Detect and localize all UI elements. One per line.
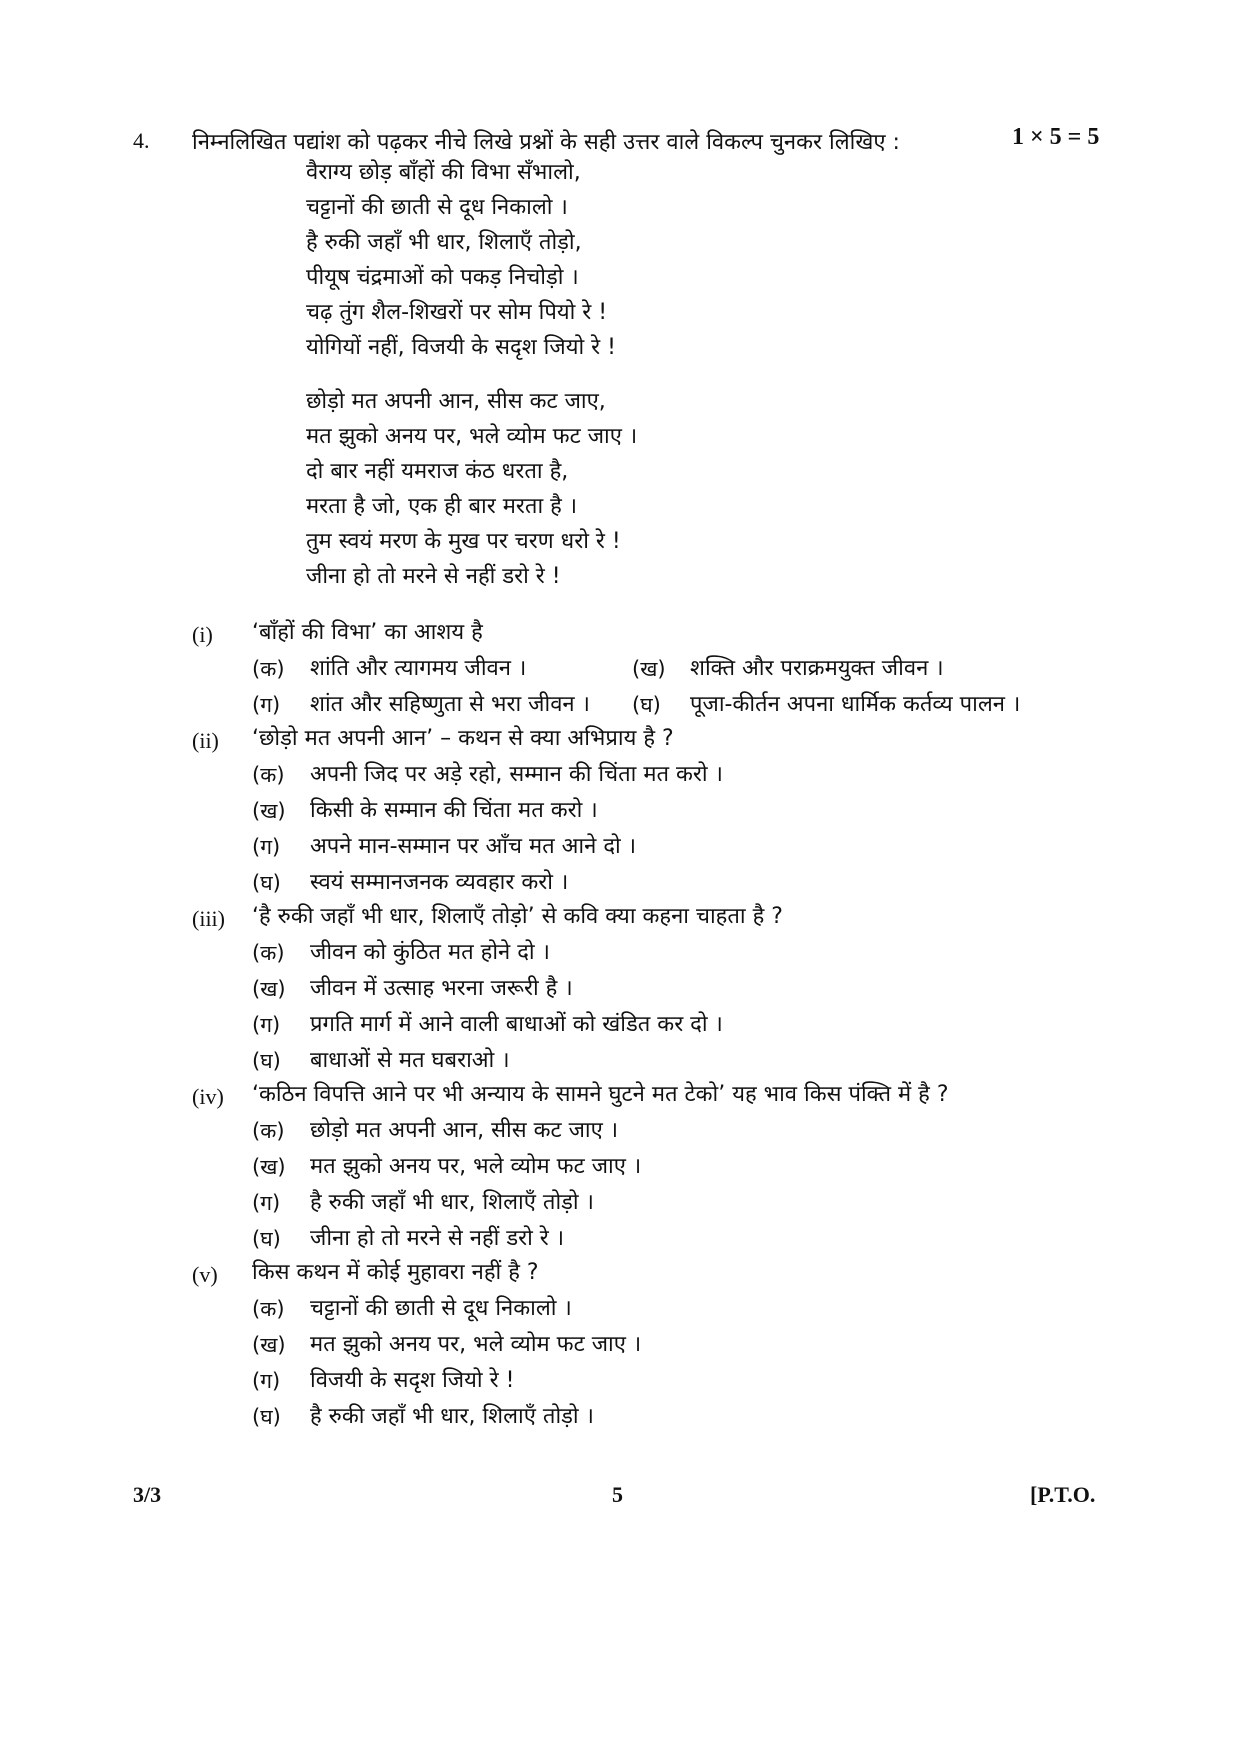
option-label: (ग) [252,1013,281,1037]
option-text: जीवन में उत्साह भरना जरूरी है । [310,976,573,1001]
poem-line: छोड़ो मत अपनी आन, सीस कट जाए, [306,389,606,414]
poem-line: तुम स्वयं मरण के मुख पर चरण धरो रे ! [306,529,621,554]
poem-line: मरता है जो, एक ही बार मरता है । [306,494,578,519]
subquestion-number: (iv) [192,1084,224,1109]
poem-line: योगियों नहीं, विजयी के सदृश जियो रे ! [306,335,616,360]
option-label: (ख) [252,1333,286,1357]
option-label: (ग) [252,693,281,717]
option-text: मत झुको अनय पर, भले व्योम फट जाए । [310,1154,642,1179]
footer-pto: [P.T.O. [1030,1482,1096,1507]
option-label: (ख) [252,799,286,823]
poem-line: दो बार नहीं यमराज कंठ धरता है, [306,459,569,484]
option-text: स्वयं सम्मानजनक व्यवहार करो । [310,870,569,895]
option-text: अपने मान-सम्मान पर आँच मत आने दो । [310,834,637,859]
option-label: (क) [252,1119,285,1143]
subquestion-number: (i) [192,622,213,647]
question-instruction: निम्नलिखित पद्यांश को पढ़कर नीचे लिखे प्रश्नों के सही उत्तर वाले विकल्प चुनकर लिखिए : [192,130,900,155]
poem-line: है रुकी जहाँ भी धार, शिलाएँ तोड़ो, [306,230,582,255]
poem-line: चट्टानों की छाती से दूध निकालो । [306,195,568,220]
option-text: मत झुको अनय पर, भले व्योम फट जाए । [310,1332,642,1357]
option-text: जीवन को कुंठित मत होने दो । [310,940,550,965]
option-text: विजयी के सदृश जियो रे ! [310,1368,515,1393]
option-text: शांति और त्यागमय जीवन । [310,656,527,681]
poem-line: चढ़ तुंग शैल-शिखरों पर सोम पियो रे ! [306,300,608,325]
poem-line: मत झुको अनय पर, भले व्योम फट जाए । [306,424,638,449]
option-text: छोड़ो मत अपनी आन, सीस कट जाए । [310,1118,619,1143]
option-label: (घ) [632,693,661,717]
option-label: (ग) [252,1191,281,1215]
subquestion-number: (v) [192,1262,218,1287]
option-text: है रुकी जहाँ भी धार, शिलाएँ तोड़ो । [310,1190,594,1215]
option-label: (ख) [252,1155,286,1179]
footer-page-number: 5 [612,1482,623,1507]
option-label: (ख) [632,657,666,681]
option-label: (ग) [252,835,281,859]
option-text: प्रगति मार्ग में आने वाली बाधाओं को खंडित कर दो । [310,1012,723,1037]
subquestion-text: ‘कठिन विपत्ति आने पर भी अन्याय के सामने घुटने मत टेको’ यह भाव किस पंक्ति में है ? [252,1082,949,1107]
option-label: (ख) [252,977,286,1001]
subquestion-number: (iii) [192,906,225,931]
option-text: शक्ति और पराक्रमयुक्त जीवन । [690,656,944,681]
poem-line: पीयूष चंद्रमाओं को पकड़ निचोड़ो । [306,265,579,290]
subquestion-text: ‘छोड़ो मत अपनी आन’ – कथन से क्या अभिप्राय है ? [252,726,674,751]
option-label: (घ) [252,1227,281,1251]
option-label: (क) [252,657,285,681]
question-number: 4. [133,128,150,153]
option-label: (घ) [252,1405,281,1429]
option-label: (ग) [252,1369,281,1393]
subquestion-text: किस कथन में कोई मुहावरा नहीं है ? [252,1260,539,1285]
option-label: (घ) [252,1049,281,1073]
subquestion-text: ‘बाँहों की विभा’ का आशय है [252,620,483,645]
poem-line: वैराग्य छोड़ बाँहों की विभा सँभालो, [306,160,581,185]
option-text: पूजा-कीर्तन अपना धार्मिक कर्तव्य पालन । [690,692,1021,717]
option-label: (क) [252,941,285,965]
subquestion-text: ‘है रुकी जहाँ भी धार, शिलाएँ तोड़ो’ से कवि क्या कहना चाहता है ? [252,904,783,929]
option-text: बाधाओं से मत घबराओ । [310,1048,510,1073]
subquestion-number: (ii) [192,728,219,753]
option-text: जीना हो तो मरने से नहीं डरो रे । [310,1226,565,1251]
option-label: (क) [252,763,285,787]
footer-page-code: 3/3 [133,1482,162,1507]
option-text: किसी के सम्मान की चिंता मत करो । [310,798,598,823]
option-text: अपनी जिद पर अड़े रहो, सम्मान की चिंता मत करो । [310,762,723,787]
question-marks: 1 × 5 = 5 [1012,124,1100,150]
option-label: (क) [252,1297,285,1321]
poem-line: जीना हो तो मरने से नहीं डरो रे ! [306,564,561,589]
option-text: है रुकी जहाँ भी धार, शिलाएँ तोड़ो । [310,1404,594,1429]
option-text: चट्टानों की छाती से दूध निकालो । [310,1296,572,1321]
option-label: (घ) [252,871,281,895]
option-text: शांत और सहिष्णुता से भरा जीवन । [310,692,590,717]
